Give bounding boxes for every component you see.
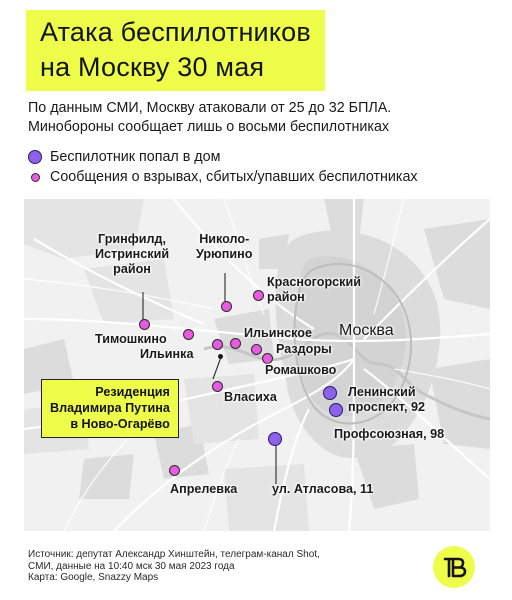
subtitle-line-1: По данным СМИ, Москву атаковали от 25 до 32 БПЛА.: [28, 100, 392, 116]
small-pink-dot-icon: [31, 173, 40, 182]
label-aprelevka: Апрелевка: [170, 482, 238, 496]
marker-ilyinskoe[interactable]: [230, 338, 241, 349]
title-line-2: на Москву 30 мая: [40, 52, 265, 82]
marker-leninsky[interactable]: [323, 386, 337, 400]
marker-krasnogorsky[interactable]: [253, 290, 264, 301]
label-profsoyuznaya: Профсоюзная, 98: [334, 427, 445, 441]
residence-callout: Резиденция Владимира Путина в Ново-Огарёво: [41, 379, 179, 438]
label-atlasova: ул. Атласова, 11: [272, 482, 374, 496]
label-timoshkino: Тимошкино: [95, 332, 167, 346]
tv-rain-logo-icon: [433, 546, 475, 588]
page-title: [26, 10, 325, 91]
marker-nikolo-uryupino[interactable]: [221, 301, 232, 312]
label-ilyinskoe: Ильинское: [244, 326, 312, 340]
source-note: Источник: депутат Александр Хинштейн, телеграм-канал Shot, СМИ, данные на 10:40 мск 30 мая 2023 года Карта: Google, Snazzy Maps: [28, 549, 320, 583]
map-legend: [28, 147, 418, 187]
marker-vlasikha[interactable]: [212, 381, 223, 392]
legend-label-report: Сообщения о взрывах, сбитых/упавших беспилотниках: [50, 168, 418, 185]
legend-item-report: [28, 167, 418, 187]
marker-ilyinka[interactable]: [212, 339, 223, 350]
subtitle: [28, 99, 498, 137]
legend-label-drone-hit: Беспилотник попал в дом: [50, 148, 221, 165]
subtitle-line-2: Минобороны сообщает лишь о восьми беспилотниках: [28, 119, 390, 135]
label-razdory: Раздоры: [276, 342, 332, 356]
city-label-moscow: Москва: [339, 322, 394, 339]
marker-razdory[interactable]: [251, 344, 262, 355]
label-grinfild: Гринфилд, Истринский район: [95, 232, 170, 276]
label-ilyinka: Ильинка: [140, 347, 194, 361]
label-leninsky: Ленинский проспект, 92: [348, 385, 425, 414]
marker-profsoyuznaya[interactable]: [329, 403, 343, 417]
label-nikolo-uryupino: Николо- Урюпино: [196, 232, 253, 261]
marker-timoshkino[interactable]: [183, 329, 194, 340]
title-line-1: Атака беспилотников: [40, 17, 311, 47]
map-canvas: [24, 199, 490, 531]
marker-residence[interactable]: [218, 354, 223, 359]
marker-aprelevka[interactable]: [169, 465, 180, 476]
label-krasnogorsky: Красногорский район: [267, 275, 361, 304]
marker-atlasova[interactable]: [268, 432, 282, 446]
label-vlasikha: Власиха: [224, 390, 277, 404]
marker-grinfild[interactable]: [139, 319, 150, 330]
large-purple-dot-icon: [28, 150, 42, 164]
map-background: [24, 199, 490, 531]
legend-item-drone-hit: [28, 147, 418, 167]
label-romashkovo: Ромашково: [265, 363, 337, 377]
